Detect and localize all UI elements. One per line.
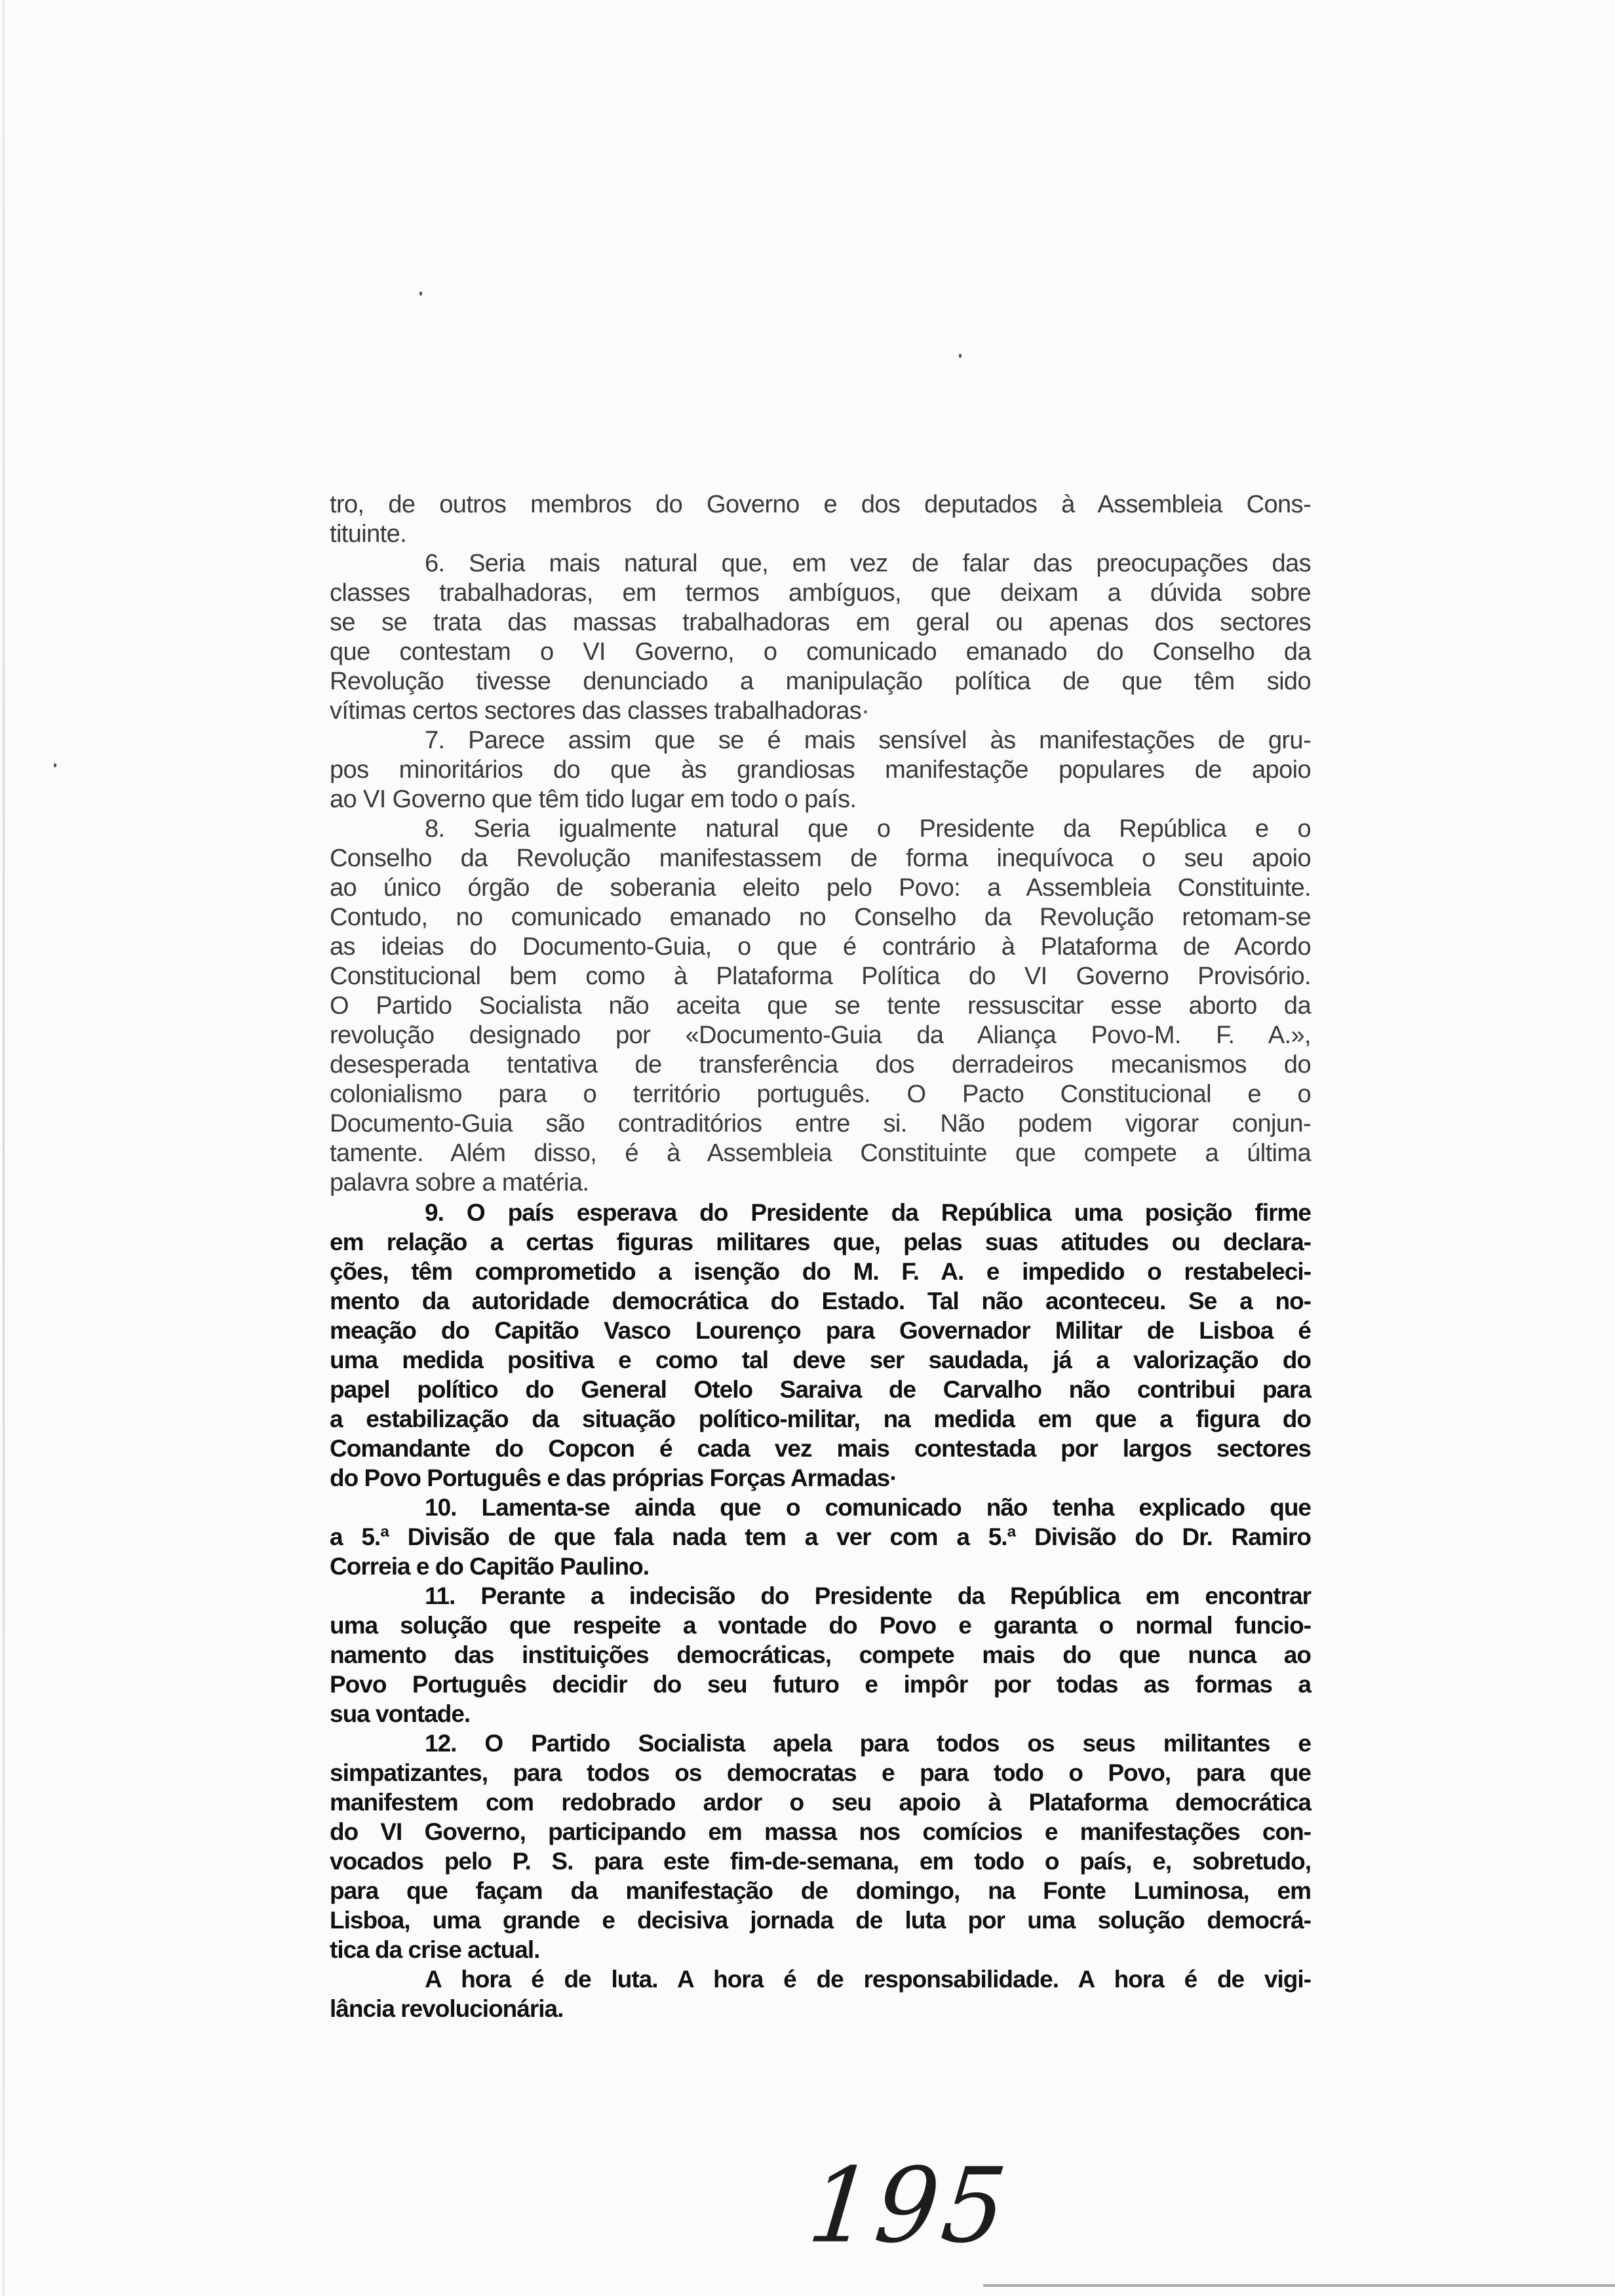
text-line: Correia e do Capitão Paulino. — [330, 1553, 650, 1580]
text-line: as ideias do Documento-Guia, o que é contrário à Plataforma de Acordo — [330, 933, 1311, 961]
text-line: em relação a certas figuras militares que, pelas suas atitudes ou declara- — [330, 1229, 1311, 1255]
text-line: ções, têm comprometido a isenção do M. F. A. e impedido o restabeleci- — [330, 1258, 1311, 1285]
text-line: Lisboa, uma grande e decisiva jornada de luta por uma solução democrá- — [330, 1907, 1311, 1934]
text-line: Contudo, no comunicado emanado no Conselho da Revolução retomam-se — [330, 904, 1311, 931]
text-line: do Povo Português e das próprias Forças Armadas· — [330, 1464, 897, 1491]
text-line: 12. O Partido Socialista apela para todos os seus militantes e — [425, 1730, 1311, 1757]
paragraph-p12 — [330, 1729, 1311, 1964]
scan-speck — [54, 763, 56, 767]
text-line: que contestam o VI Governo, o comunicado emanado do Conselho da — [330, 638, 1311, 666]
text-line: mento da autoridade democrática do Estado. Tal não aconteceu. Se a no- — [330, 1288, 1311, 1314]
paragraph-closing — [330, 1964, 1311, 2023]
paragraph-p11 — [330, 1581, 1311, 1729]
text-line: se se trata das massas trabalhadoras em geral ou apenas dos sectores — [330, 609, 1311, 636]
text-line: tituinte. — [330, 520, 407, 548]
text-line: revolução designado por «Documento-Guia da Aliança Povo-M. F. A.», — [330, 1022, 1311, 1049]
text-line: 10. Lamenta-se ainda que o comunicado não tenha explicado que — [425, 1494, 1311, 1521]
scan-speck — [419, 292, 422, 296]
text-line: desesperada tentativa de transferência dos derradeiros mecanismos do — [330, 1051, 1311, 1079]
text-line: namento das instituições democráticas, compete mais do que nunca ao — [330, 1641, 1311, 1668]
text-line: ao único órgão de soberania eleito pelo Povo: a Assembleia Constituinte. — [330, 874, 1311, 902]
text-line: Documento-Guia são contraditórios entre si. Não podem vigorar conjun- — [330, 1110, 1311, 1138]
text-line: 7. Parece assim que se é mais sensível às manifestações de gru- — [425, 727, 1311, 754]
text-line: tamente. Além disso, é à Assembleia Constituinte que compete a última — [330, 1139, 1311, 1167]
scan-edge-bottom — [983, 2284, 1615, 2287]
paragraph-p7 — [330, 726, 1311, 814]
text-line: Conselho da Revolução manifestassem de forma inequívoca o seu apoio — [330, 845, 1311, 872]
text-line: 9. O país esperava do Presidente da República uma posição firme — [425, 1199, 1311, 1226]
paragraph-cont — [330, 490, 1311, 549]
text-line: tro, de outros membros do Governo e dos deputados à Assembleia Cons- — [330, 491, 1311, 518]
document-body — [330, 490, 1311, 2023]
text-line: Revolução tivesse denunciado a manipulação política de que têm sido — [330, 668, 1311, 695]
text-line: palavra sobre a matéria. — [330, 1169, 589, 1196]
text-line: lância revolucionária. — [330, 1995, 564, 2022]
text-line: a estabilização da situação político-militar, na medida em que a figura do — [330, 1406, 1311, 1432]
paragraph-p6 — [330, 549, 1311, 726]
scan-edge-left — [3, 0, 5, 2296]
scan-speck — [959, 354, 962, 358]
text-line: 6. Seria mais natural que, em vez de falar das preocupações das — [425, 550, 1311, 577]
text-line: O Partido Socialista não aceita que se tente ressuscitar esse aborto da — [330, 992, 1311, 1020]
text-line: 8. Seria igualmente natural que o Presidente da República e o — [425, 815, 1311, 843]
text-line: uma solução que respeite a vontade do Povo e garanta o normal funcio- — [330, 1612, 1311, 1639]
text-line: simpatizantes, para todos os democratas e para todo o Povo, para que — [330, 1759, 1311, 1786]
text-line: tica da crise actual. — [330, 1936, 540, 1963]
text-line: meação do Capitão Vasco Lourenço para Governador Militar de Lisboa é — [330, 1317, 1311, 1344]
text-line: do VI Governo, participando em massa nos comícios e manifestações con- — [330, 1818, 1311, 1845]
paragraph-p9 — [330, 1198, 1311, 1493]
text-line: vítimas certos sectores das classes trabalhadoras· — [330, 697, 870, 725]
text-line: vocados pelo P. S. para este fim-de-semana, em todo o país, e, sobretudo, — [330, 1848, 1311, 1875]
text-line: classes trabalhadoras, em termos ambíguos, que deixam a dúvida sobre — [330, 579, 1311, 607]
text-line: papel político do General Otelo Saraiva de Carvalho não contribui para — [330, 1376, 1311, 1403]
text-line: Povo Português decidir do seu futuro e impôr por todas as formas a — [330, 1671, 1311, 1698]
text-line: para que façam da manifestação de domingo, na Fonte Luminosa, em — [330, 1877, 1311, 1904]
text-line: a 5.ª Divisão de que fala nada tem a ver com a 5.ª Divisão do Dr. Ramiro — [330, 1523, 1311, 1550]
text-line: Comandante do Copcon é cada vez mais contestada por largos sectores — [330, 1435, 1311, 1462]
paragraph-p10 — [330, 1493, 1311, 1581]
text-line: sua vontade. — [330, 1700, 471, 1727]
handwritten-page-number: 195 — [803, 2146, 1015, 2267]
text-line: 11. Perante a indecisão do Presidente da República em encontrar — [425, 1582, 1311, 1609]
text-line: Constitucional bem como à Plataforma Política do VI Governo Provisório. — [330, 963, 1311, 990]
text-line: uma medida positiva e como tal deve ser saudada, já a valorização do — [330, 1347, 1311, 1373]
text-line: ao VI Governo que têm tido lugar em todo o país. — [330, 786, 857, 813]
text-line: manifestem com redobrado ardor o seu apoio à Plataforma democrática — [330, 1789, 1311, 1816]
paragraph-p8 — [330, 814, 1311, 1198]
text-line: colonialismo para o território português. O Pacto Constitucional e o — [330, 1081, 1311, 1108]
text-line: A hora é de luta. A hora é de responsabilidade. A hora é de vigi- — [425, 1966, 1311, 1993]
text-line: pos minoritários do que às grandiosas manifestaçõe populares de apoio — [330, 756, 1311, 784]
